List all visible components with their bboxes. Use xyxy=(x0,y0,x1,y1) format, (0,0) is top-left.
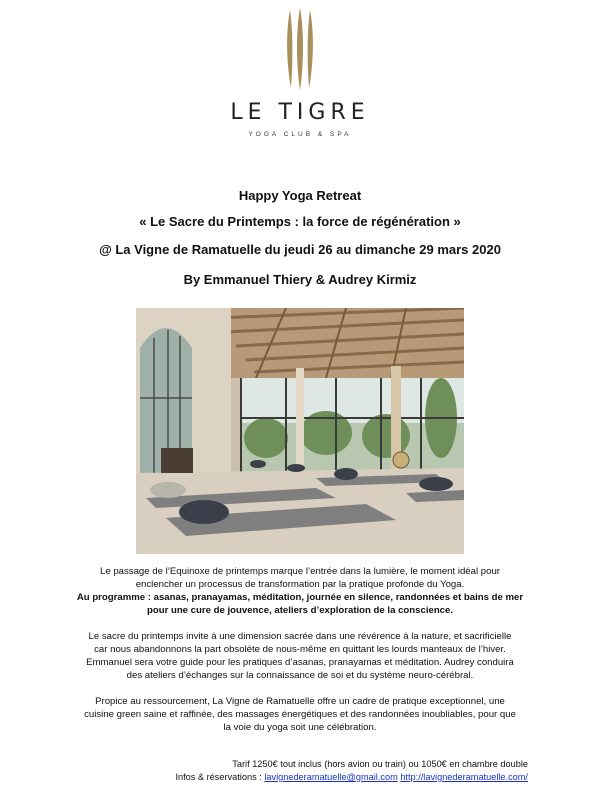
paragraph-3-line-1: Propice au ressourcement, La Vigne de Ramatuelle offre un cadre de pratique exceptionnel, une xyxy=(95,696,505,707)
program-line-2: pour une cure de jouvence, ateliers d’exploration de la conscience. xyxy=(146,605,454,616)
program-line-1: Au programme : asanas, pranayamas, méditation, journée en silence, randonnées et bains de mer xyxy=(76,592,524,603)
brand-tagline: YOGA CLUB & SPA xyxy=(248,131,352,138)
contact-line xyxy=(175,771,528,784)
description xyxy=(40,565,560,734)
paragraph-3-line-3: la voie du yoga soit une célébration. xyxy=(223,722,377,733)
event-hosts: By Emmanuel Thiery & Audrey Kirmiz xyxy=(183,272,417,287)
paragraph-3-line-2: cuisine green saine et raffinée, des massages énergétiques et des randonnées inoubliables, pour que xyxy=(84,709,516,720)
email-link[interactable]: lavignederamatuelle@gmail.com xyxy=(264,772,398,782)
paragraph-1-line-1: Le passage de l’Equinoxe de printemps marque l’entrée dans la lumière, le moment idéal pour xyxy=(100,566,500,577)
paragraph-2-line-4: des ateliers d’échanges sur la connaissance de soi et du système neuro-cérébral. xyxy=(126,670,474,681)
paragraph-2-line-1: Le sacre du printemps invite à une dimension sacrée dans une révérence à la nature, et sacrificielle xyxy=(88,631,512,642)
contact-label: Infos & réservations : xyxy=(175,772,265,782)
website-link[interactable]: http://lavignederamatuelle.com/ xyxy=(400,772,528,782)
price-line: Tarif 1250€ tout inclus (hors avion ou train) ou 1050€ en chambre double xyxy=(232,759,528,769)
event-title: Happy Yoga Retreat xyxy=(238,188,362,203)
footer xyxy=(175,758,528,784)
event-subtitle: « Le Sacre du Printemps : la force de régénération » xyxy=(139,214,461,229)
yoga-studio-photo xyxy=(136,308,464,554)
paragraph-1-line-2: enclencher un processus de transformation par la pratique profonde du Yoga. xyxy=(135,579,465,590)
yoga-studio-illustration xyxy=(136,308,464,554)
paragraph-2-line-3: Emmanuel sera votre guide pour les pratiques d’asanas, pranayamas et méditation. Audrey conduira xyxy=(86,657,514,668)
title-block xyxy=(0,188,600,288)
paragraph-2-line-2: car nous abandonnons la part obsolète de nous-même en quittant les lourds manteaux de l’hiver. xyxy=(94,644,506,655)
three-flame-stripes-icon xyxy=(280,8,320,90)
brand-name: LE TIGRE xyxy=(230,100,370,125)
event-location-dates: @ La Vigne de Ramatuelle du jeudi 26 au dimanche 29 mars 2020 xyxy=(99,242,501,257)
logo xyxy=(0,8,600,138)
